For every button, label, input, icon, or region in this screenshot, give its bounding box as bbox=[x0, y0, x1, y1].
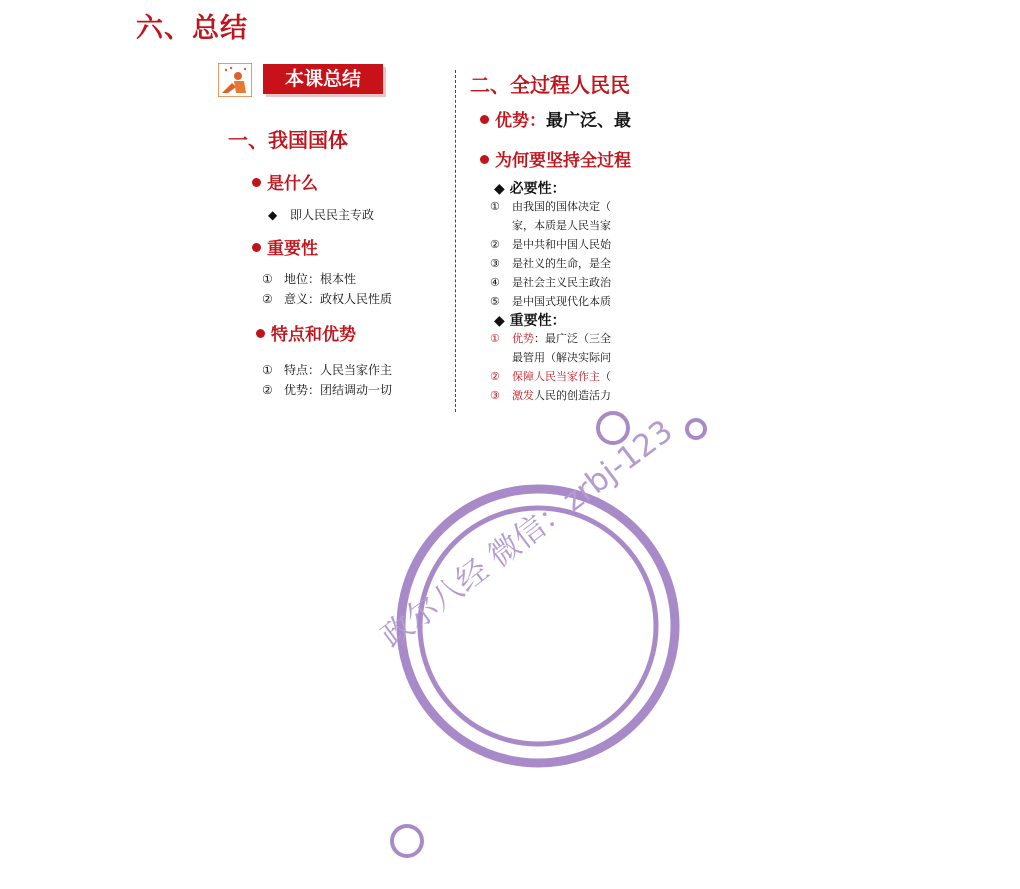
left-heading: 一、我国国体 bbox=[228, 128, 348, 152]
advantage-title-black: 最广泛、最 bbox=[546, 111, 631, 131]
item-text: ：最广泛（三全 bbox=[534, 332, 611, 345]
features-title-text: 特点和优势 bbox=[271, 325, 356, 345]
item-text: 是社义的生命，是全 bbox=[512, 257, 611, 270]
item-red-text: 优势 bbox=[512, 332, 534, 345]
advantage-title-red: 优势： bbox=[495, 111, 546, 131]
watermark-text: 政尔八经 微信：zrbj-123 bbox=[374, 413, 680, 656]
item-mark: ③ bbox=[490, 257, 500, 270]
item-red-text: 激发 bbox=[512, 389, 534, 402]
item-mark: ② bbox=[262, 292, 273, 306]
item-text: 由我国的国体决定（ bbox=[512, 200, 611, 213]
item-text: 人民的创造活力 bbox=[534, 389, 611, 402]
item-mark: ① bbox=[490, 200, 500, 213]
item-mark: ① bbox=[262, 272, 273, 286]
item-text: 特点：人民当家作主 bbox=[284, 363, 393, 377]
item-text: 是社会主义民主政治 bbox=[512, 276, 611, 289]
ring-icon bbox=[392, 826, 422, 856]
item-mark: ① bbox=[490, 332, 500, 345]
right-importance-title: ◆ 重要性： bbox=[494, 313, 566, 329]
item-text: 是中国式现代化本质 bbox=[512, 295, 611, 308]
item-text: 是中共和中国人民始 bbox=[512, 238, 611, 251]
what-bullet-text: 即人民民主专政 bbox=[290, 208, 375, 222]
item-mark: ③ bbox=[490, 389, 500, 402]
item-mark: ② bbox=[262, 383, 273, 397]
summary-label: 本课总结 bbox=[263, 64, 383, 94]
item-mark: ② bbox=[490, 370, 500, 383]
item-text: 优势：团结调动一切 bbox=[284, 383, 393, 397]
ring-icon bbox=[687, 420, 705, 438]
page-title: 六、总结 bbox=[136, 13, 248, 44]
item-text: 地位：根本性 bbox=[284, 272, 357, 286]
why-title-text: 为何要坚持全过程 bbox=[495, 151, 631, 171]
item-mark: ⑤ bbox=[490, 295, 500, 308]
item-red-text: 保障人民当家作主 bbox=[512, 370, 600, 383]
item-mark: ① bbox=[262, 363, 273, 377]
diamond-bullet: ◆ bbox=[268, 208, 278, 222]
item-text: 意义：政权人民性质 bbox=[284, 292, 393, 306]
item-continuation: 最管用（解决实际问 bbox=[512, 351, 611, 364]
necessity-title: ◆ 必要性： bbox=[494, 181, 566, 197]
item-mark: ② bbox=[490, 238, 500, 251]
item-text: （ bbox=[600, 370, 611, 383]
what-title-text: 是什么 bbox=[267, 174, 318, 194]
item-continuation: 家，本质是人民当家 bbox=[512, 219, 611, 232]
importance-title-text: 重要性 bbox=[267, 239, 318, 259]
item-mark: ④ bbox=[490, 276, 500, 289]
right-heading: 二、全过程人民民 bbox=[470, 73, 630, 97]
